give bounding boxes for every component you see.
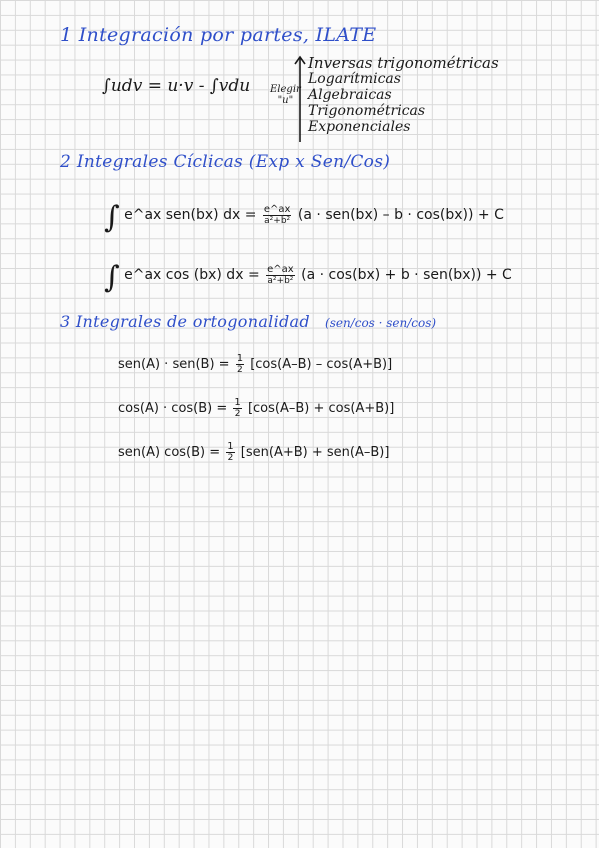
ilate-list — [308, 55, 499, 135]
ilate-item: Exponenciales — [308, 119, 411, 135]
choose-var: "u" — [277, 95, 294, 106]
ilate-item: Trigonométricas — [308, 103, 426, 119]
cyclic-formula-sen: ∫ e^ax sen(bx) dx = $\frac{e\^{}ax}{\text{a²+b²}}$ (a · sen(bx) – b · cos(bx)) + C — [104, 200, 504, 235]
identity-half: $\frac{1}{2}$ — [236, 353, 244, 375]
identity-1 — [118, 354, 392, 375]
identity-half: $\frac{1}{2}$ — [227, 441, 234, 463]
integrand-sen: e^ax sen(bx) dx — [124, 207, 241, 223]
identity-lhs: cos(A) · cos(B) = — [118, 401, 228, 416]
section3-subtitle: (sen/cos · sen/cos) — [325, 316, 437, 330]
rhs-sen: (a · sen(bx) – b · cos(bx)) + C — [297, 207, 504, 223]
integration-by-parts-formula — [102, 76, 250, 96]
ilate-item: Logarítmicas — [308, 71, 401, 87]
ilate-item: Algebraicas — [308, 87, 392, 103]
choose-text: Elegir — [270, 84, 301, 95]
identity-lhs: sen(A) · sen(B) = — [118, 357, 230, 372]
identity-half: $\frac{1}{2}$ — [234, 397, 241, 419]
section1-title: 1 Integración por partes, ILATE — [60, 24, 377, 46]
section2-title: 2 Integrales Cíclicas (Exp x Sen/Cos) — [60, 152, 391, 172]
identity-rhs: [sen(A+B) + sen(A–B)] — [240, 445, 390, 460]
rhs-cos: (a · cos(bx) + b · sen(bx)) + C — [301, 267, 512, 283]
identity-2 — [118, 398, 394, 419]
formula-text: ∫udv = u·v - ∫vdu — [102, 76, 251, 96]
section3-title-row — [60, 312, 436, 331]
identity-rhs: [cos(A–B) + cos(A+B)] — [247, 401, 395, 416]
identity-3 — [118, 442, 389, 463]
ilate-item: Inversas trigonométricas — [308, 54, 499, 72]
integrand-cos: e^ax cos (bx) dx — [124, 267, 244, 283]
identity-rhs: [cos(A–B) – cos(A+B)] — [250, 357, 393, 372]
ilate-arrow-icon — [294, 54, 306, 146]
identity-lhs: sen(A) cos(B) = — [118, 445, 221, 460]
cyclic-formula-cos: ∫ e^ax cos (bx) dx = $\frac{e\^{}ax}{\text{a²+b²}}$ (a · cos(bx) + b · sen(bx)) + C — [104, 260, 512, 295]
fraction-sen: $\frac{e\^{}ax}{\text{a²+b²}}$ — [263, 203, 291, 226]
section3-title: 3 Integrales de ortogonalidad — [60, 312, 310, 331]
fraction-cos: $\frac{e\^{}ax}{\text{a²+b²}}$ — [267, 263, 294, 286]
